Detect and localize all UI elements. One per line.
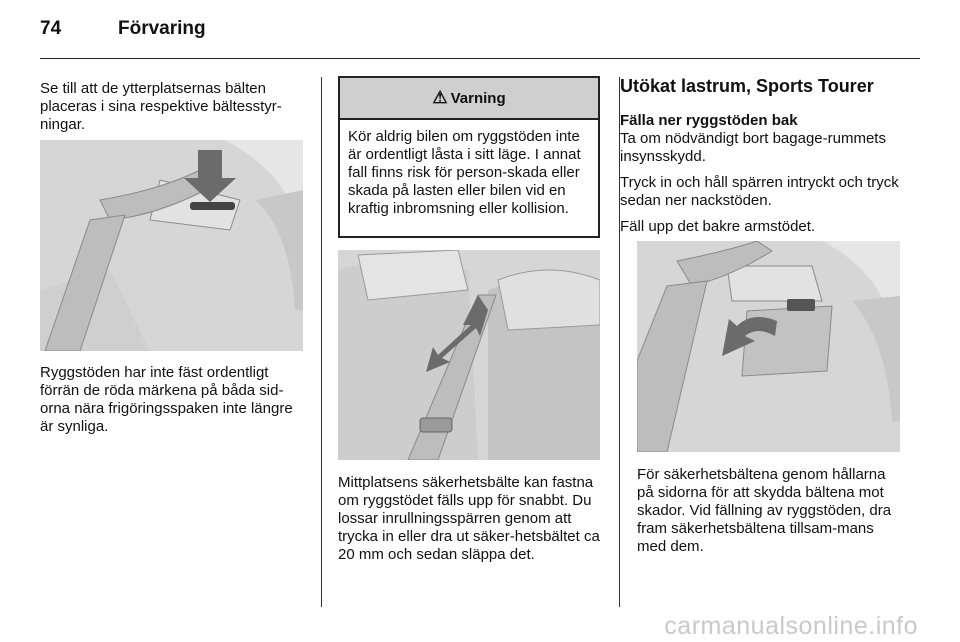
center-seatbelt-drawing	[338, 250, 600, 460]
warning-body: Kör aldrig bilen om ryggstöden inte är ordentligt låsta i sitt läge. I annat fall finns risk för person-skada eller skada på lasten eller bilen vid en kraftig inbromsning eller kollision.	[348, 128, 581, 217]
column3-step-2: Tryck in och håll spärren intryckt och tryck sedan ner nackstöden.	[620, 174, 899, 209]
column3-caption: För säkerhetsbältena genom hållarna på sidorna för att skydda bältena mot skador. Vid fällning av ryggstöden, dra fram säkerhetsbältena tillsam-mans med dem.	[637, 466, 892, 555]
seatbelt-guide-illustration	[40, 140, 303, 351]
armrest-release-drawing	[637, 241, 900, 452]
page-header	[40, 18, 920, 52]
column1-caption: Ryggstöden har inte fäst ordentligt förrän de röda märkena på båda sid-orna nära frigöringsspaken inte längre är synliga.	[40, 364, 293, 435]
warning-title: Varning	[450, 89, 506, 107]
header-rule	[40, 58, 920, 59]
warning-icon: ⚠	[432, 88, 448, 107]
column1-intro: Se till att de ytterplatsernas bälten placeras i sina respektive bältesstyr-ningar.	[40, 80, 282, 133]
section-title: Utökat lastrum, Sports Tourer	[620, 76, 874, 96]
page-number: 74	[40, 18, 62, 39]
armrest-release-illustration	[637, 241, 900, 452]
center-seatbelt-illustration	[338, 250, 600, 460]
chapter-title: Förvaring	[118, 18, 206, 39]
subsection-title: Fälla ner ryggstöden bak	[620, 112, 798, 129]
warning-header	[340, 78, 598, 120]
column3-step-1: Ta om nödvändigt bort bagage-rummets insynsskydd.	[620, 130, 886, 165]
column-divider-1	[321, 77, 322, 607]
seatbelt-guide-drawing	[40, 140, 303, 351]
column2-caption: Mittplatsens säkerhetsbälte kan fastna om ryggstödet fälls upp för snabbt. Du lossar inrullningsspärren genom att trycka in eller dra ut säker-hetsbältet ca 20 mm och sedan släppa det.	[338, 474, 600, 563]
watermark: carmanualsonline.info	[664, 612, 918, 640]
column3-step-3: Fäll upp det bakre armstödet.	[620, 218, 816, 235]
warning-box	[338, 76, 600, 238]
